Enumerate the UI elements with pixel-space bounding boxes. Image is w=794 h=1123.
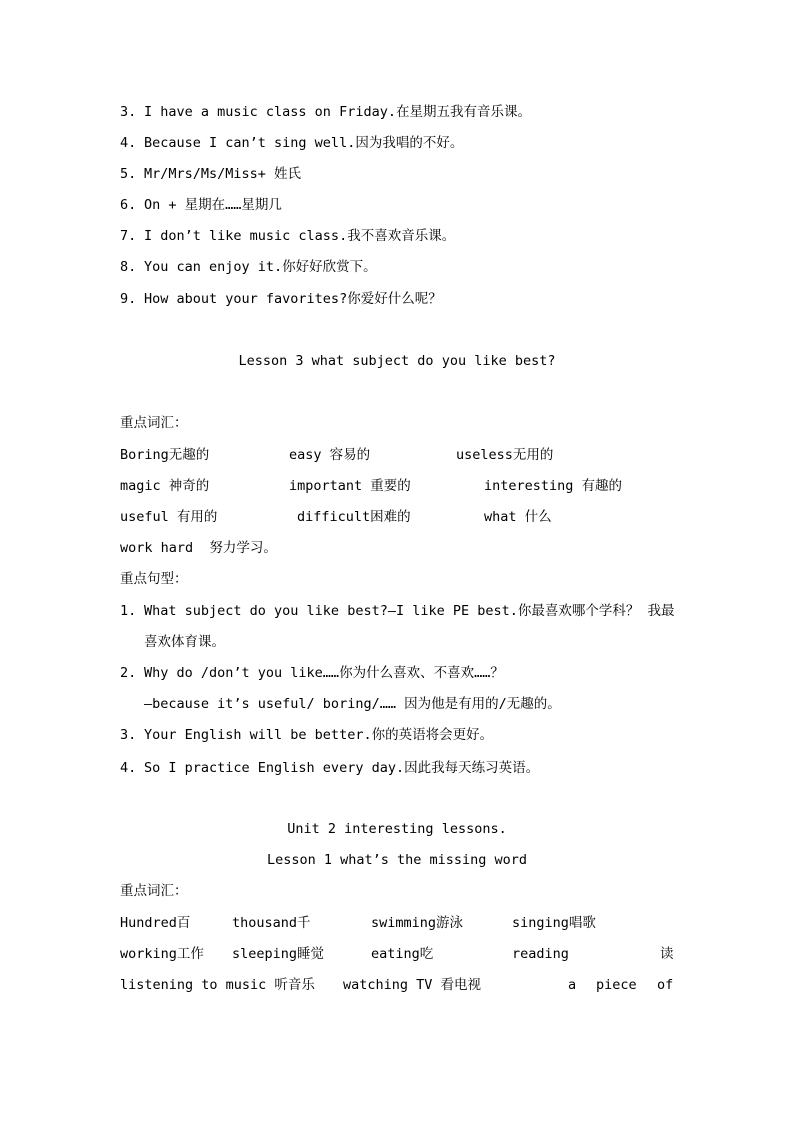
item-number: 7. bbox=[120, 228, 137, 244]
item-text: What subject do you like best?—I like PE best.你最喜欢哪个学科？ 我最 bbox=[144, 603, 675, 619]
item-number: 6. bbox=[120, 197, 137, 213]
item-text: So I practice English every day.因此我每天练习英语。 bbox=[144, 760, 540, 776]
list-item bbox=[120, 227, 455, 245]
vocab-extra: work hard 努力学习。 bbox=[120, 540, 277, 556]
vocab-word: sleeping睡觉 bbox=[232, 946, 325, 962]
item-number: 8. bbox=[120, 259, 137, 275]
list-item bbox=[120, 165, 301, 183]
item-number: 1. bbox=[120, 603, 137, 619]
item-number: 2. bbox=[120, 665, 137, 681]
vocab-word: swimming游泳 bbox=[371, 915, 464, 931]
vocab-word: difficult困难的 bbox=[297, 509, 411, 525]
pattern-item bbox=[120, 759, 539, 777]
lesson-title: Lesson 3 what subject do you like best? bbox=[238, 353, 556, 369]
vocab-word: Boring无趣的 bbox=[120, 447, 210, 463]
pattern-heading: 重点句型： bbox=[120, 571, 188, 587]
list-item bbox=[120, 258, 377, 276]
vocab-word: useless无用的 bbox=[456, 447, 554, 463]
vocab-word: Hundred百 bbox=[120, 915, 191, 931]
item-text-continued: 喜欢体育课。 bbox=[144, 634, 225, 650]
unit-title: Unit 2 interesting lessons. bbox=[287, 821, 507, 837]
pattern-item bbox=[120, 664, 504, 682]
vocab-word: reading bbox=[512, 946, 569, 962]
vocab-word: magic 神奇的 bbox=[120, 478, 210, 494]
item-text-continued: —because it’s useful/ boring/…… 因为他是有用的/无趣的。 bbox=[144, 696, 561, 712]
list-item bbox=[120, 196, 282, 214]
pattern-item bbox=[120, 602, 675, 620]
vocab-word: listening to music 听音乐 bbox=[120, 977, 315, 993]
vocab-word: what 什么 bbox=[484, 509, 552, 525]
vocab-word: easy 容易的 bbox=[289, 447, 371, 463]
vocab-word: eating吃 bbox=[371, 946, 434, 962]
item-text: You can enjoy it.你好好欣赏下。 bbox=[144, 259, 377, 275]
vocab-word: useful 有用的 bbox=[120, 509, 218, 525]
item-text: I have a music class on Friday.在星期五我有音乐课。 bbox=[144, 104, 531, 120]
item-text: On + 星期在……星期几 bbox=[144, 197, 282, 213]
vocab-word: 读 bbox=[660, 946, 674, 962]
pattern-item bbox=[120, 726, 493, 744]
vocab-word: important 重要的 bbox=[289, 478, 411, 494]
vocab-word: working工作 bbox=[120, 946, 204, 962]
lesson-title: Lesson 1 what’s the missing word bbox=[266, 852, 528, 868]
item-text: Because I can’t sing well.因为我唱的不好。 bbox=[144, 135, 464, 151]
list-item bbox=[120, 103, 531, 121]
vocab-word: watching TV 看电视 bbox=[343, 977, 482, 993]
vocab-heading: 重点词汇： bbox=[120, 883, 188, 899]
item-text: Your English will be better.你的英语将会更好。 bbox=[144, 727, 494, 743]
vocab-heading: 重点词汇： bbox=[120, 415, 188, 431]
item-text: Mr/Mrs/Ms/Miss+ 姓氏 bbox=[144, 166, 302, 182]
item-text: I don’t like music class.我不喜欢音乐课。 bbox=[144, 228, 456, 244]
item-number: 4. bbox=[120, 760, 137, 776]
item-text: Why do /don’t you like……你为什么喜欢、不喜欢……？ bbox=[144, 665, 504, 681]
vocab-word: a bbox=[568, 977, 577, 993]
item-number: 9. bbox=[120, 291, 137, 307]
list-item bbox=[120, 134, 463, 152]
list-item bbox=[120, 290, 442, 308]
item-number: 3. bbox=[120, 727, 137, 743]
item-number: 4. bbox=[120, 135, 137, 151]
vocab-word: interesting 有趣的 bbox=[484, 478, 623, 494]
item-number: 3. bbox=[120, 104, 137, 120]
item-text: How about your favorites?你爱好什么呢？ bbox=[144, 291, 442, 307]
vocab-word: piece bbox=[596, 977, 637, 993]
item-number: 5. bbox=[120, 166, 137, 182]
vocab-word: singing唱歌 bbox=[512, 915, 596, 931]
vocab-word: thousand千 bbox=[232, 915, 311, 931]
vocab-word: of bbox=[657, 977, 674, 993]
